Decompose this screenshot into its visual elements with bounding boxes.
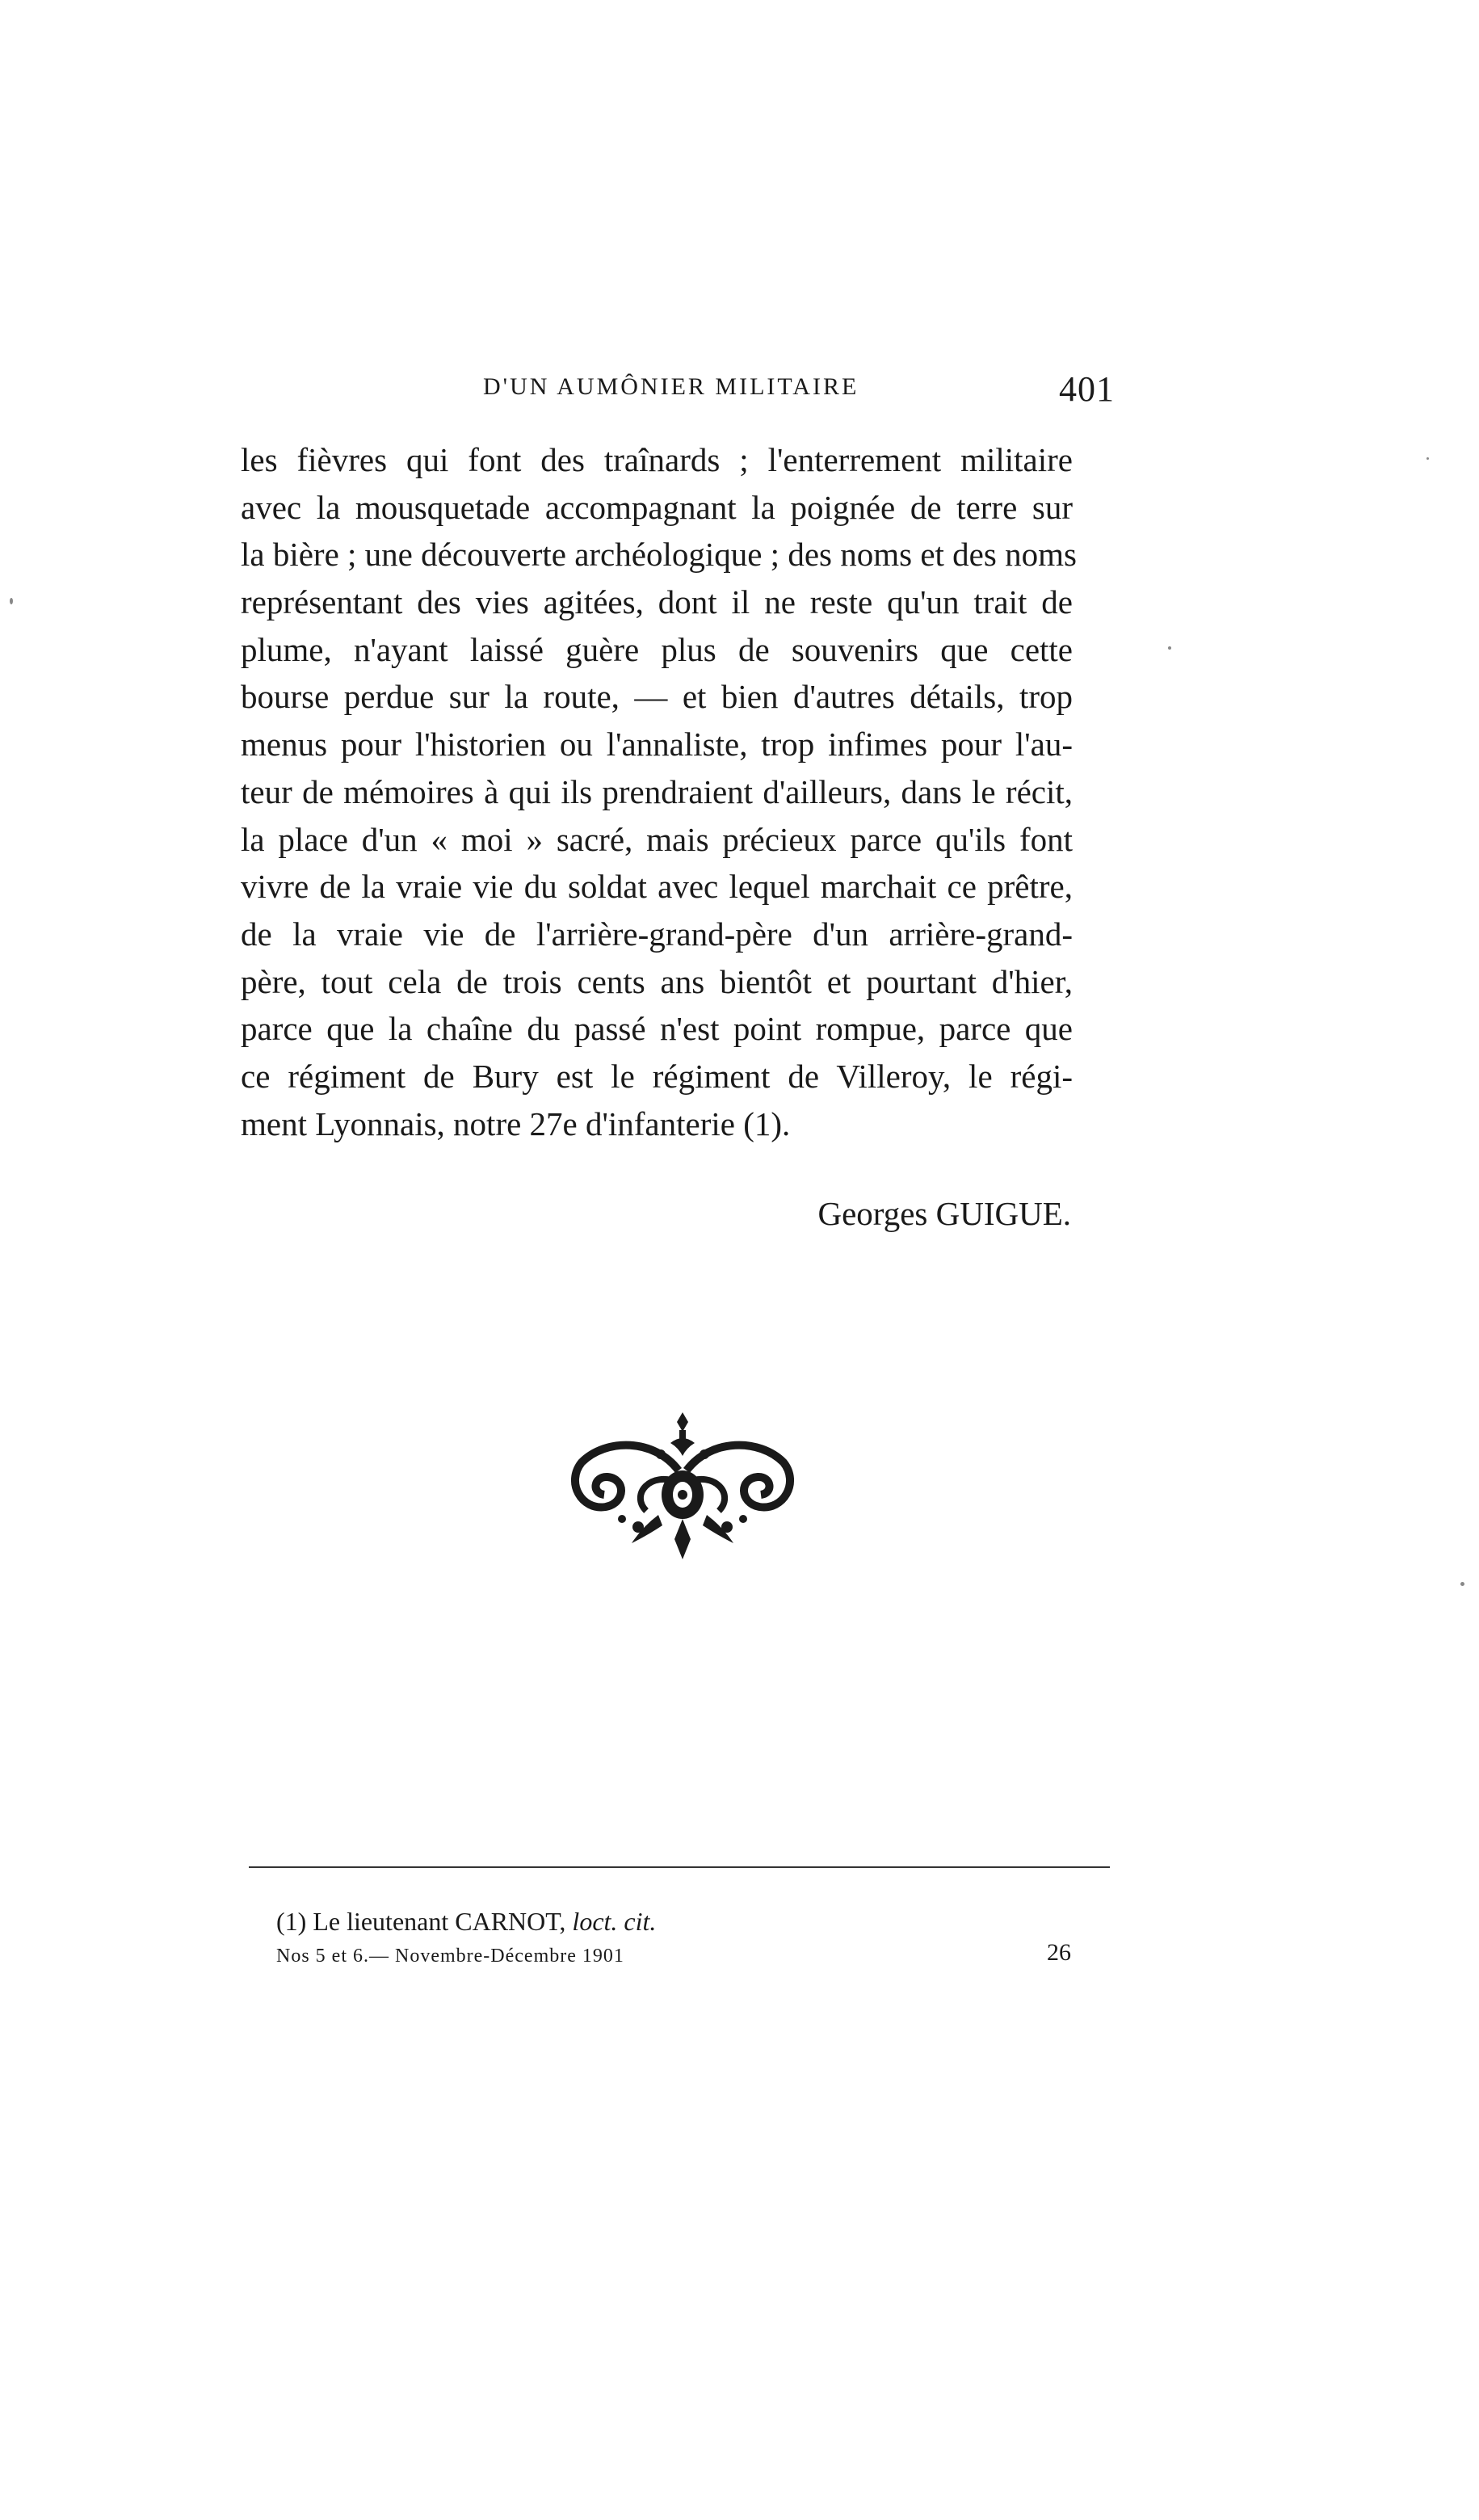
text-line: les fièvres qui font des traînards ; l'enterrement militaire xyxy=(241,441,1073,478)
text-line: bourse perdue sur la route, — et bien d'autres détails, trop xyxy=(241,678,1073,716)
fleuron-ornament-icon xyxy=(557,1406,808,1567)
text-line: teur de mémoires à qui ils prendraient d'ailleurs, dans le récit, xyxy=(241,772,1073,810)
text-line: la place d'un « moi » sacré, mais précieux parce qu'ils font xyxy=(241,820,1073,858)
sheet-number: 26 xyxy=(1047,1939,1071,1966)
footnote-text: Le lieutenant xyxy=(313,1907,449,1936)
text-line: ce régiment de Bury est le régiment de Villeroy, le régi- xyxy=(241,1057,1073,1095)
page-number: 401 xyxy=(1059,369,1115,409)
text-line: plume, n'ayant laissé guère plus de souvenirs que cette xyxy=(241,630,1073,668)
text-line: vivre de la vraie vie du soldat avec lequel marchait ce prêtre, xyxy=(241,868,1073,906)
text-line: père, tout cela de trois cents ans bientôt et pourtant d'hier, xyxy=(241,962,1073,1000)
text-line: de la vraie vie de l'arrière-grand-père d'un arrière-grand- xyxy=(241,915,1073,953)
author-last-name: GUIGUE. xyxy=(935,1195,1071,1232)
text-line: parce que la chaîne du passé n'est point rompue, parce que xyxy=(241,1010,1073,1048)
running-head xyxy=(242,369,1115,422)
running-title: D'UN AUMÔNIER MILITAIRE xyxy=(483,373,859,400)
text-line: ment Lyonnais, notre 27e d'infanterie (1). xyxy=(241,1104,791,1142)
text-line: avec la mousquetade accompagnant la poignée de terre sur xyxy=(241,488,1073,526)
body-paragraph xyxy=(241,436,1077,1147)
issue-line: Nos 5 et 6.— Novembre-Décembre 1901 xyxy=(276,1946,624,1967)
footnote-name: CARNOT, xyxy=(455,1907,566,1936)
footnote-citation: loct. cit. xyxy=(572,1907,657,1936)
text-line: la bière ; une découverte archéologique ; des noms et des noms xyxy=(241,536,1077,574)
footnote-marker: (1) xyxy=(276,1907,307,1936)
footnote xyxy=(276,1907,656,1937)
text-line: menus pour l'historien ou l'annaliste, trop infimes pour l'au- xyxy=(241,726,1073,764)
author-first-name: Georges xyxy=(817,1195,928,1232)
text-line: représentant des vies agitées, dont il ne reste qu'un trait de xyxy=(241,583,1073,621)
footnote-divider xyxy=(249,1866,1110,1868)
author-signature xyxy=(817,1194,1071,1233)
